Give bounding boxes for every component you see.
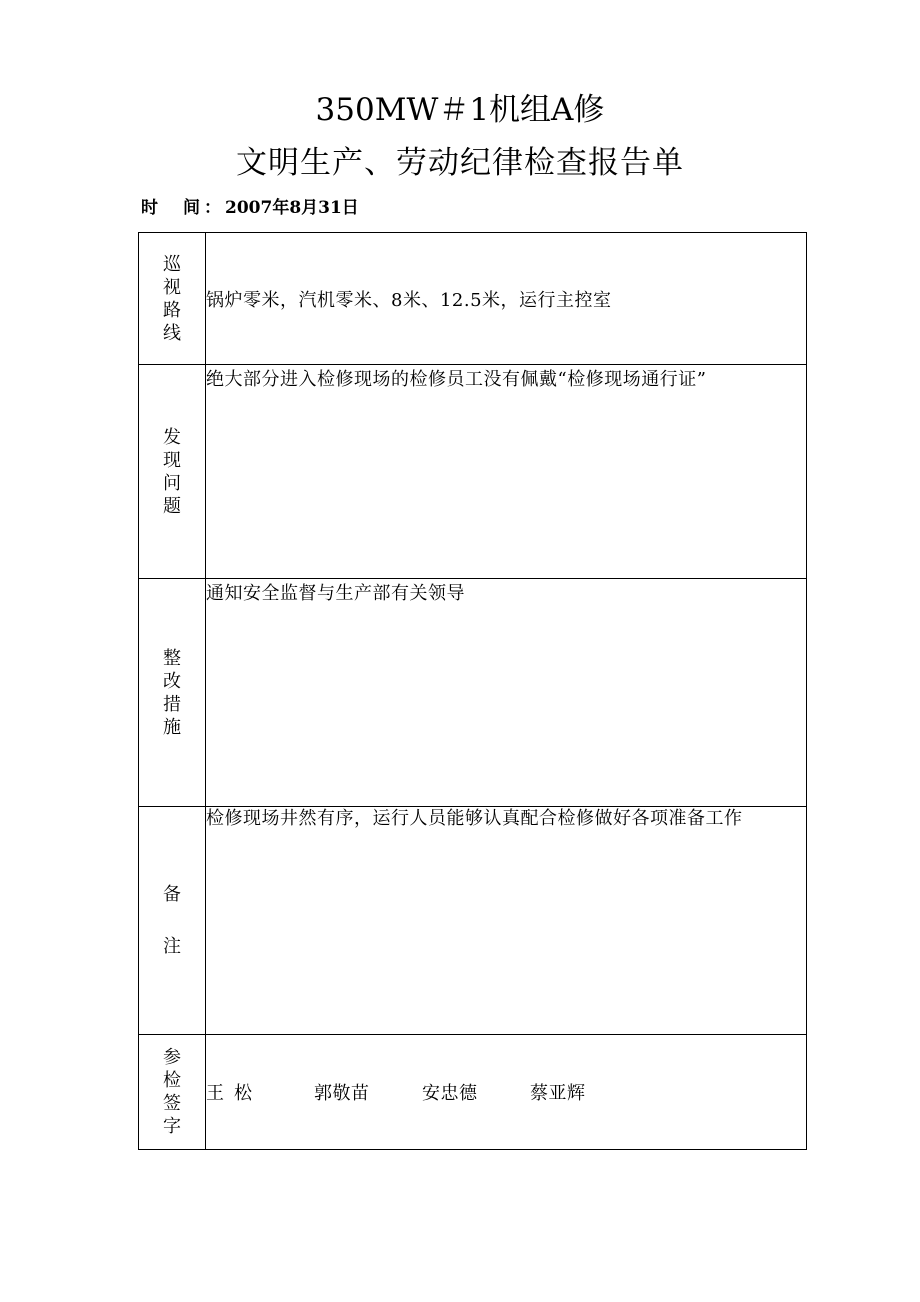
row-label-cell <box>139 365 206 579</box>
signer-name: 蔡亚辉 <box>530 1083 586 1104</box>
signer-name: 王松 <box>206 1083 262 1104</box>
table-row-remarks <box>139 807 807 1035</box>
row-label-signatures: 参检签字 <box>163 1047 181 1137</box>
date-line <box>141 196 359 220</box>
row-content-remarks <box>206 807 807 1035</box>
row-content-signatures <box>206 1035 807 1150</box>
report-title-line1: 350MW＃1机组A修 <box>315 92 605 128</box>
row-label-cell <box>139 233 206 365</box>
date-label: 时 间： <box>141 198 225 218</box>
table-row-signatures <box>139 1035 807 1150</box>
row-label-cell <box>139 1035 206 1150</box>
signer-name: 郭敬苗 <box>314 1083 370 1104</box>
signer-name: 安忠德 <box>422 1083 478 1104</box>
remarks-text: 检修现场井然有序，运行人员能够认真配合检修做好各项准备工作 <box>206 808 743 829</box>
table-row-measures <box>139 579 807 807</box>
table-row-issues <box>139 365 807 579</box>
row-label-cell <box>139 807 206 1035</box>
date-value: 2007年8月31日 <box>225 198 359 218</box>
row-label-remarks: 备注 <box>163 883 181 957</box>
row-label-cell <box>139 579 206 807</box>
row-label-measures: 整改措施 <box>163 647 181 738</box>
report-title-line2: 文明生产、劳动纪律检查报告单 <box>236 145 684 181</box>
row-label-route: 巡视路线 <box>163 253 181 344</box>
report-table <box>138 232 807 1150</box>
row-content-measures: 通知安全监督与生产部有关领导 <box>206 579 807 807</box>
row-content-route: 锅炉零米，汽机零米、8米、12.5米，运行主控室 <box>206 233 807 365</box>
row-content-issues: 绝大部分进入检修现场的检修员工没有佩戴“检修现场通行证” <box>206 365 807 579</box>
table-row-route <box>139 233 807 365</box>
row-label-issues: 发现问题 <box>163 426 181 517</box>
